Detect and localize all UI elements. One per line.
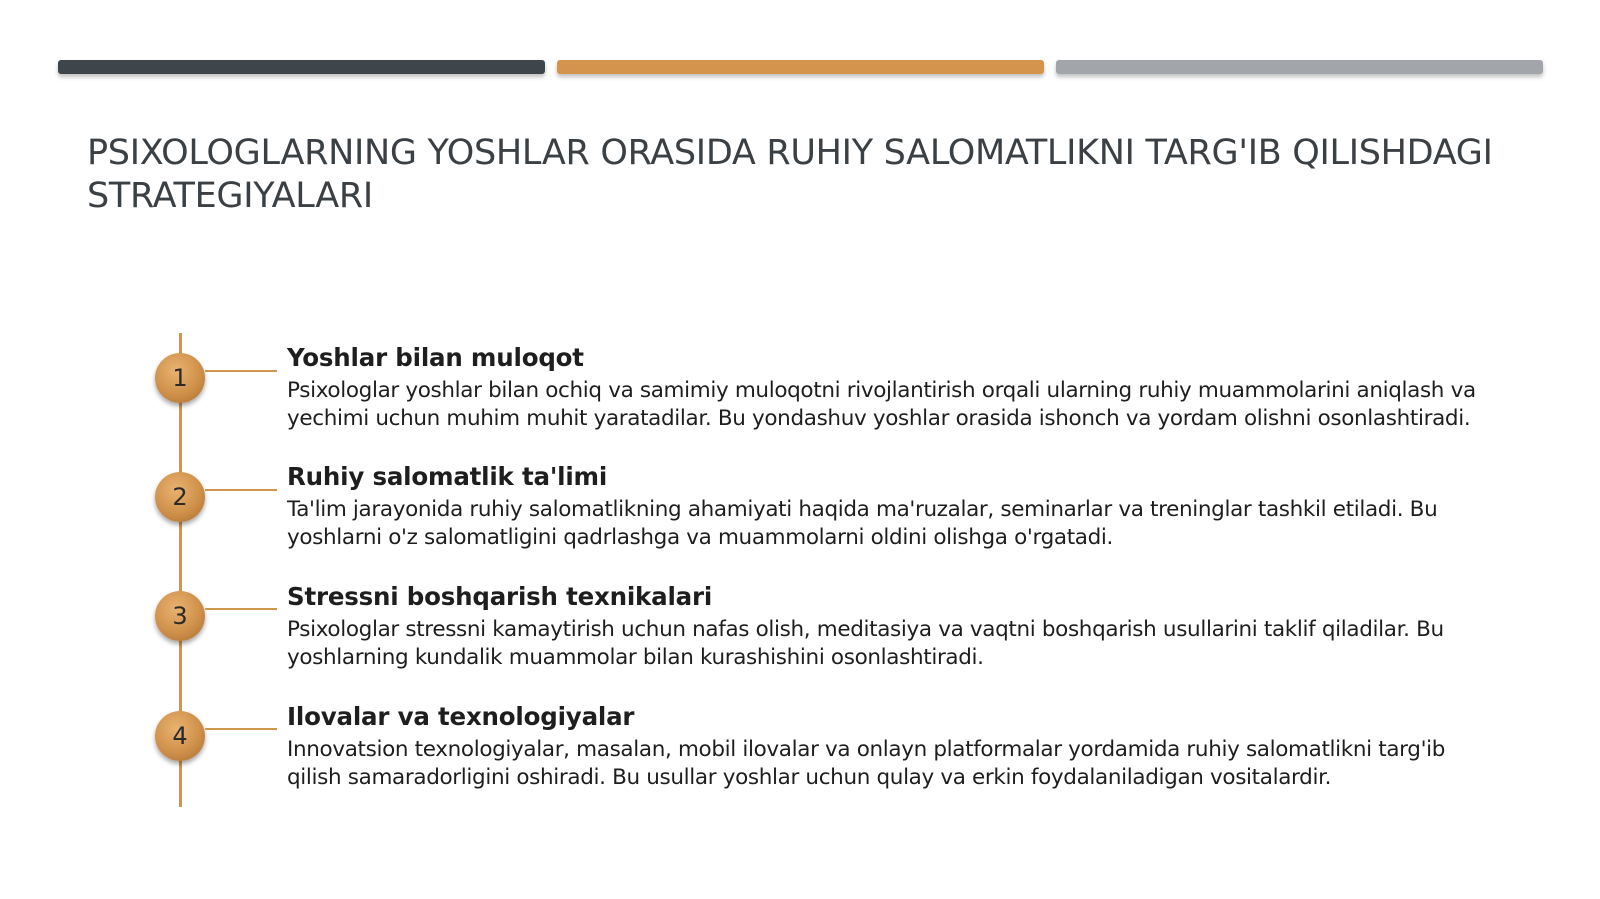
- step-connector: [205, 370, 277, 372]
- accent-bars: [0, 0, 1600, 100]
- step-marker: [155, 711, 205, 761]
- step-number: 2: [172, 483, 188, 511]
- step-heading: Ruhiy salomatlik ta'limi: [287, 462, 608, 491]
- step-description: Ta'lim jarayonida ruhiy salomatlikning ahamiyati haqida ma'ruzalar, seminarlar va treninglar tashkil etiladi. Bu yoshlarni o'z salomatligini qadrlashga va muammolarni oldini olishga o'rgatadi.: [287, 497, 1438, 550]
- step-number: 3: [172, 602, 188, 630]
- step-connector: [205, 489, 277, 491]
- step-connector: [205, 608, 277, 610]
- slide-title: PSIXOLOGLARNING YOSHLAR ORASIDA RUHIY SALOMATLIKNI TARG'IB QILISHDAGI STRATEGIYALARI: [87, 133, 1493, 216]
- accent-bar-orange: [557, 60, 1044, 74]
- step-marker: [155, 591, 205, 641]
- step-item: [287, 582, 1487, 672]
- step-item: [287, 343, 1487, 433]
- step-number: 4: [172, 722, 188, 750]
- step-description: Innovatsion texnologiyalar, masalan, mobil ilovalar va onlayn platformalar yordamida ruhiy salomatlikni targ'ib qilish samaradorligini oshiradi. Bu usullar yoshlar uchun qulay va erkin foydalaniladigan vositalardir.: [287, 737, 1446, 790]
- step-number: 1: [172, 364, 188, 392]
- step-marker: [155, 353, 205, 403]
- step-connector: [205, 728, 277, 730]
- step-item: [287, 702, 1487, 792]
- accent-bar-dark: [58, 60, 545, 74]
- step-marker: [155, 472, 205, 522]
- step-heading: Ilovalar va texnologiyalar: [287, 702, 635, 731]
- step-item: [287, 462, 1487, 552]
- step-description: Psixologlar yoshlar bilan ochiq va samimiy muloqotni rivojlantirish orqali ularning ruhiy muammolarini aniqlash va yechimi uchun muhim muhit yaratadilar. Bu yondashuv yoshlar orasida ishonch va yordam olishni osonlashtiradi.: [287, 378, 1476, 431]
- accent-bar-gray: [1056, 60, 1543, 74]
- step-heading: Yoshlar bilan muloqot: [287, 343, 584, 372]
- step-description: Psixologlar stressni kamaytirish uchun nafas olish, meditasiya va vaqtni boshqarish usullarini taklif qiladilar. Bu yoshlarning kundalik muammolar bilan kurashishini osonlashtiradi.: [287, 617, 1444, 670]
- step-heading: Stressni boshqarish texnikalari: [287, 582, 713, 611]
